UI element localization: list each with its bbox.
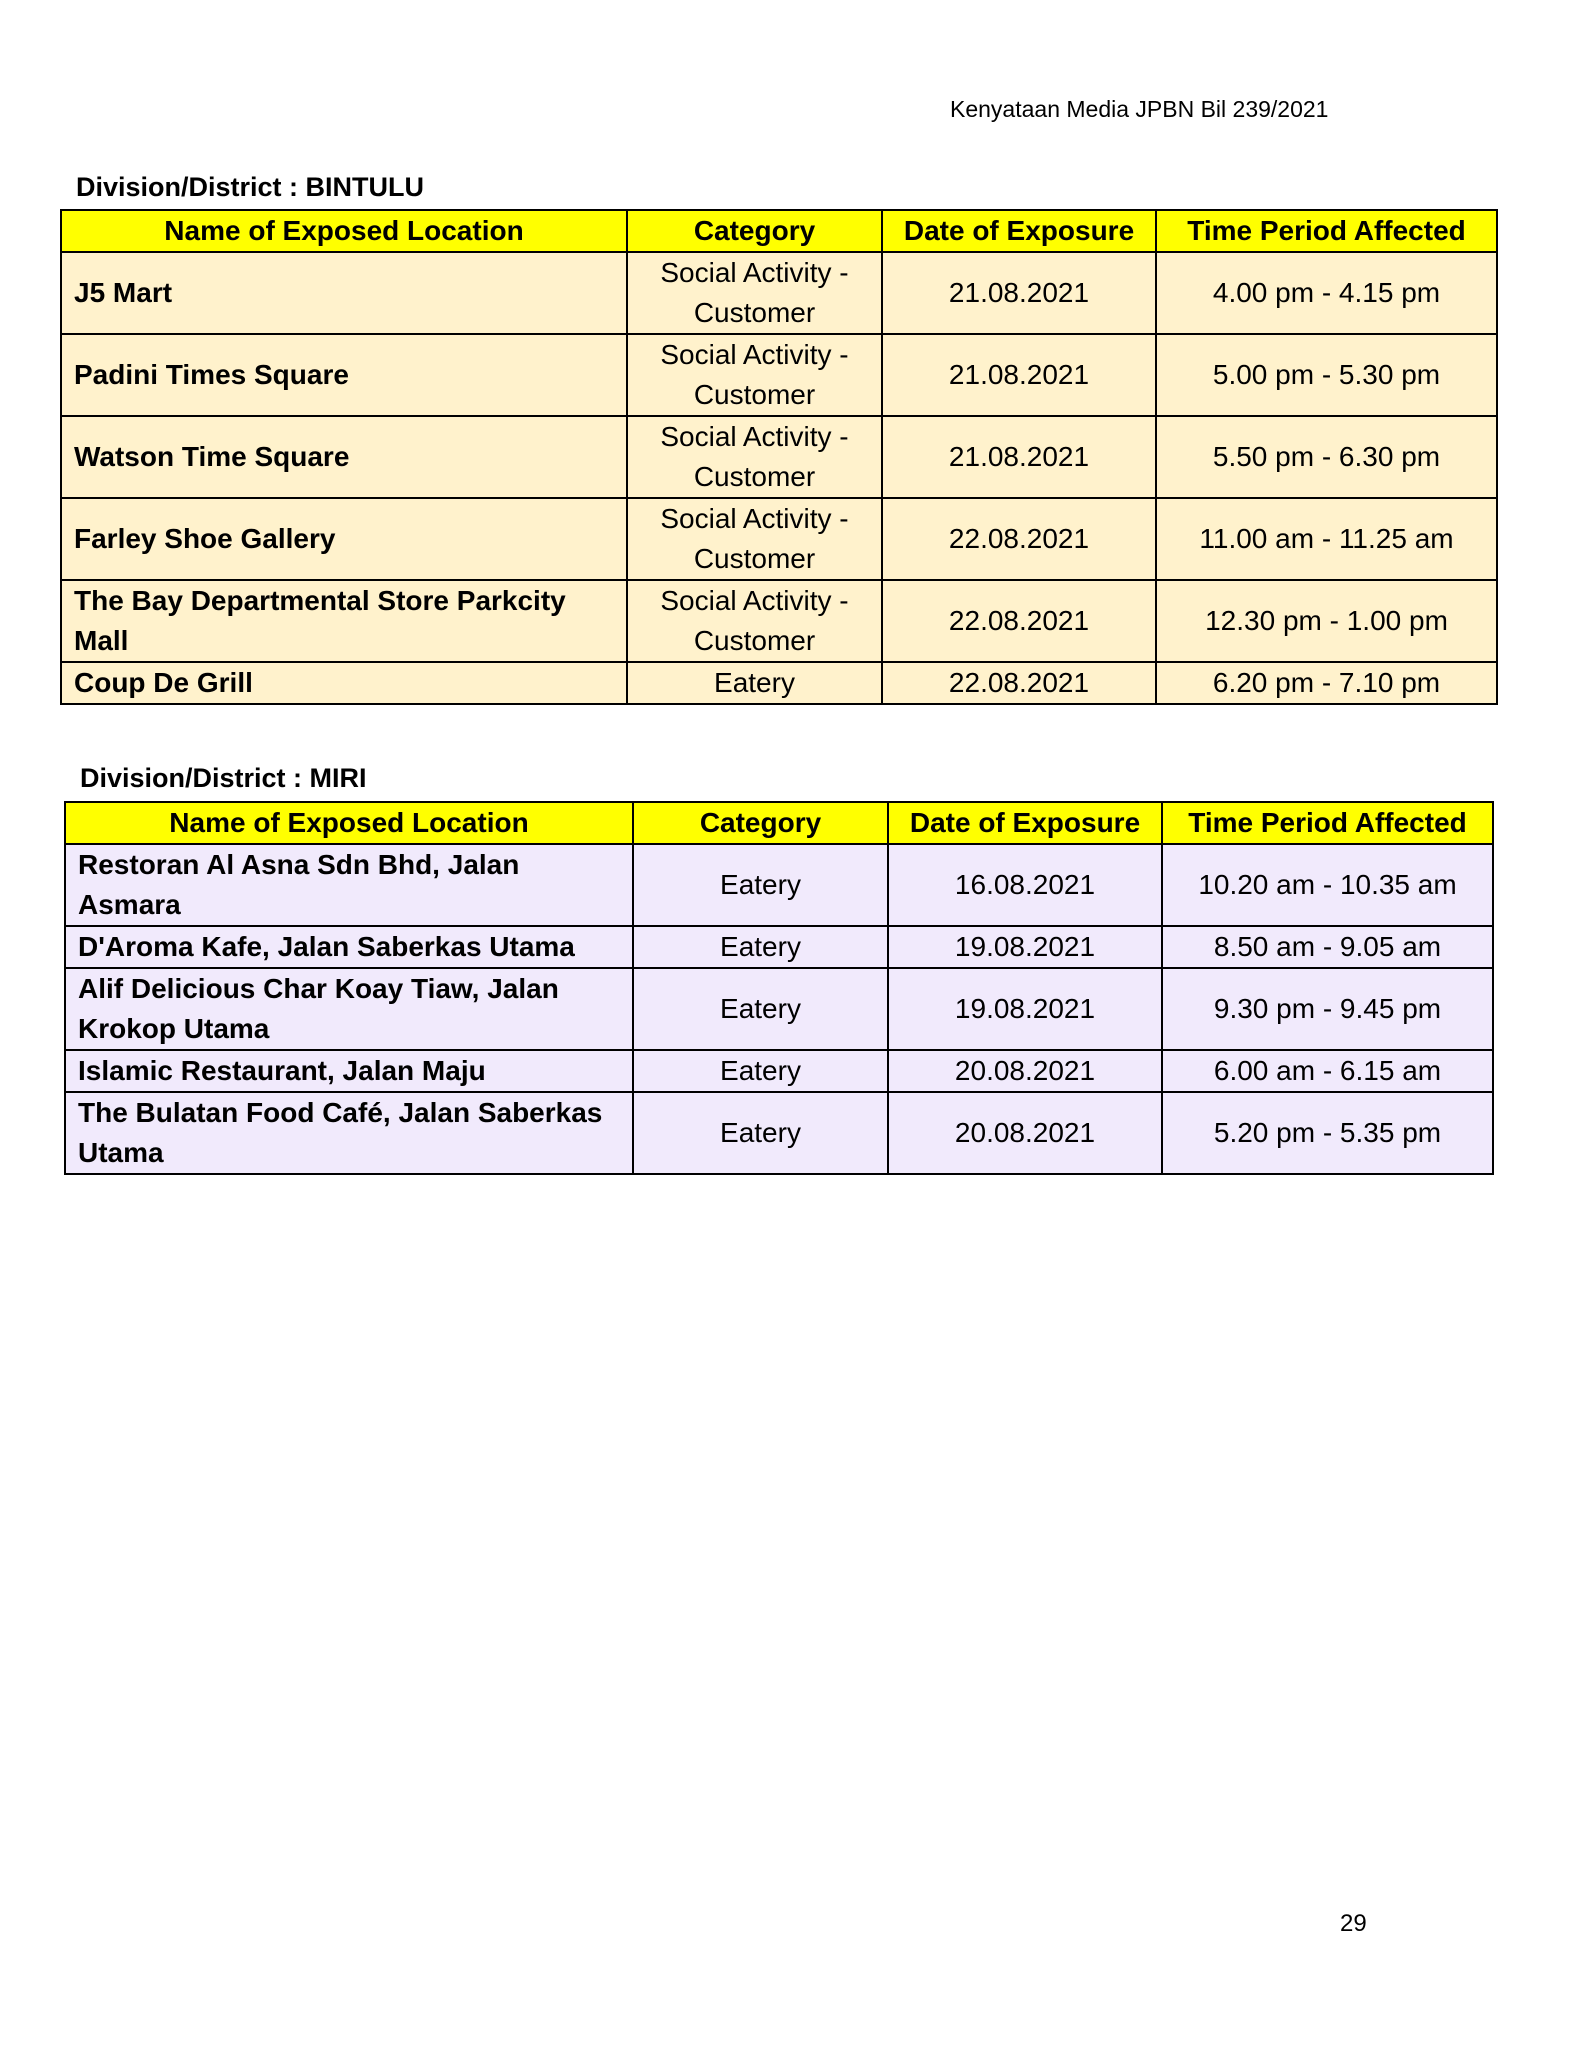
date-cell: 21.08.2021 (882, 252, 1156, 334)
time-cell: 5.00 pm - 5.30 pm (1156, 334, 1497, 416)
date-cell: 21.08.2021 (882, 416, 1156, 498)
table-row (65, 968, 1493, 1050)
date-cell: 20.08.2021 (888, 1092, 1162, 1174)
location-cell: Padini Times Square (61, 334, 627, 416)
location-cell: J5 Mart (61, 252, 627, 334)
location-cell: Alif Delicious Char Koay Tiaw, Jalan Krokop Utama (65, 968, 633, 1050)
category-cell: Eatery (633, 844, 888, 926)
time-cell: 12.30 pm - 1.00 pm (1156, 580, 1497, 662)
category-cell: Social Activity - Customer (627, 498, 882, 580)
location-cell: Restoran Al Asna Sdn Bhd, Jalan Asmara (65, 844, 633, 926)
location-cell: Coup De Grill (61, 662, 627, 704)
category-cell: Eatery (627, 662, 882, 704)
district-title-bintulu: Division/District : BINTULU (76, 172, 425, 202)
table-row (61, 334, 1497, 416)
time-cell: 8.50 am - 9.05 am (1162, 926, 1493, 968)
date-cell: 16.08.2021 (888, 844, 1162, 926)
location-cell: Watson Time Square (61, 416, 627, 498)
column-header-category: Category (633, 802, 888, 844)
table-row (61, 416, 1497, 498)
category-cell: Eatery (633, 1092, 888, 1174)
table-row (61, 662, 1497, 704)
table-header-row (65, 802, 1493, 844)
time-cell: 6.00 am - 6.15 am (1162, 1050, 1493, 1092)
date-cell: 21.08.2021 (882, 334, 1156, 416)
table-row (65, 926, 1493, 968)
page-number: 29 (1340, 1910, 1367, 1937)
category-cell: Social Activity - Customer (627, 252, 882, 334)
category-cell: Eatery (633, 1050, 888, 1092)
category-cell: Eatery (633, 926, 888, 968)
date-cell: 19.08.2021 (888, 926, 1162, 968)
column-header-category: Category (627, 210, 882, 252)
date-cell: 22.08.2021 (882, 580, 1156, 662)
table-row (65, 844, 1493, 926)
location-cell: Islamic Restaurant, Jalan Maju (65, 1050, 633, 1092)
category-cell: Social Activity - Customer (627, 334, 882, 416)
date-cell: 22.08.2021 (882, 498, 1156, 580)
column-header-time: Time Period Affected (1156, 210, 1497, 252)
time-cell: 5.50 pm - 6.30 pm (1156, 416, 1497, 498)
location-cell: The Bay Departmental Store Parkcity Mall (61, 580, 627, 662)
time-cell: 6.20 pm - 7.10 pm (1156, 662, 1497, 704)
time-cell: 10.20 am - 10.35 am (1162, 844, 1493, 926)
document-reference: Kenyataan Media JPBN Bil 239/2021 (950, 96, 1329, 122)
location-cell: D'Aroma Kafe, Jalan Saberkas Utama (65, 926, 633, 968)
table-row (61, 580, 1497, 662)
column-header-location: Name of Exposed Location (65, 802, 633, 844)
time-cell: 4.00 pm - 4.15 pm (1156, 252, 1497, 334)
table-row (61, 498, 1497, 580)
time-cell: 9.30 pm - 9.45 pm (1162, 968, 1493, 1050)
category-cell: Social Activity - Customer (627, 416, 882, 498)
table-row (61, 252, 1497, 334)
table-row (65, 1092, 1493, 1174)
column-header-location: Name of Exposed Location (61, 210, 627, 252)
table-row (65, 1050, 1493, 1092)
bintulu-exposure-table (60, 209, 1498, 705)
time-cell: 5.20 pm - 5.35 pm (1162, 1092, 1493, 1174)
category-cell: Eatery (633, 968, 888, 1050)
date-cell: 20.08.2021 (888, 1050, 1162, 1092)
column-header-date: Date of Exposure (882, 210, 1156, 252)
date-cell: 22.08.2021 (882, 662, 1156, 704)
miri-exposure-table (64, 801, 1494, 1175)
column-header-date: Date of Exposure (888, 802, 1162, 844)
date-cell: 19.08.2021 (888, 968, 1162, 1050)
location-cell: The Bulatan Food Café, Jalan Saberkas Utama (65, 1092, 633, 1174)
district-title-miri: Division/District : MIRI (80, 763, 367, 793)
column-header-time: Time Period Affected (1162, 802, 1493, 844)
category-cell: Social Activity - Customer (627, 580, 882, 662)
location-cell: Farley Shoe Gallery (61, 498, 627, 580)
time-cell: 11.00 am - 11.25 am (1156, 498, 1497, 580)
table-header-row (61, 210, 1497, 252)
